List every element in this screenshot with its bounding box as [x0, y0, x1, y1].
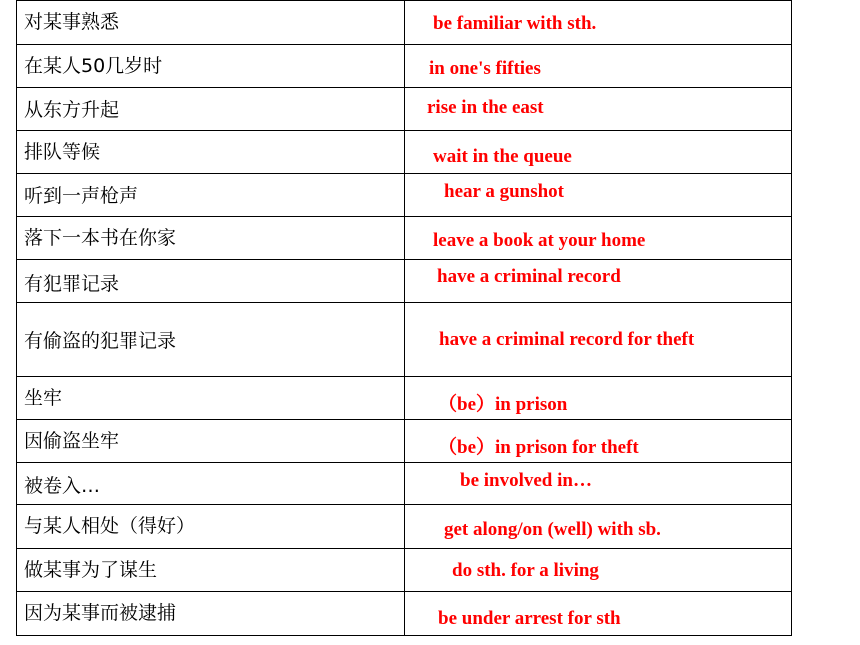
chinese-phrase-cell	[17, 260, 405, 303]
english-phrase-cell	[405, 88, 792, 131]
chinese-phrase-cell	[17, 303, 405, 377]
chinese-phrase: 有偷盗的犯罪记录	[24, 330, 177, 352]
table-row	[17, 463, 792, 505]
english-phrase: have a criminal record for theft	[439, 328, 695, 350]
english-phrase-cell	[405, 131, 792, 174]
english-phrase: be under arrest for sth	[438, 607, 621, 629]
english-phrase: hear a gunshot	[444, 181, 565, 202]
chinese-phrase: 被卷入…	[24, 475, 101, 497]
chinese-phrase-cell	[17, 592, 405, 636]
chinese-phrase: 从东方升起	[24, 98, 120, 121]
table-row	[17, 174, 792, 217]
table-row	[17, 549, 792, 592]
english-phrase-cell	[405, 45, 792, 88]
table-row	[17, 592, 792, 636]
table-row	[17, 217, 792, 260]
english-phrase: in one's fifties	[429, 58, 541, 79]
english-phrase-cell	[405, 463, 792, 505]
chinese-phrase: 因为某事而被逮捕	[24, 602, 177, 624]
chinese-phrase-cell	[17, 45, 405, 88]
table-row	[17, 45, 792, 88]
table-row	[17, 420, 792, 463]
english-phrase: get along/on (well) with sb.	[444, 518, 661, 540]
chinese-phrase-cell	[17, 131, 405, 174]
table-row	[17, 260, 792, 303]
chinese-phrase: 有犯罪记录	[24, 272, 120, 295]
english-phrase: be familiar with sth.	[433, 12, 597, 34]
chinese-phrase: 落下一本书在你家	[24, 226, 177, 249]
chinese-phrase: 因偷盗坐牢	[24, 429, 120, 452]
chinese-phrase-cell	[17, 420, 405, 463]
english-phrase: have a criminal record	[437, 266, 621, 287]
chinese-phrase-cell	[17, 217, 405, 260]
chinese-phrase: 坐牢	[24, 386, 63, 409]
english-phrase: be involved in…	[460, 469, 592, 491]
table-row	[17, 377, 792, 420]
english-phrase-cell	[405, 377, 792, 420]
english-phrase-cell	[405, 505, 792, 549]
english-phrase: （be）in prison	[438, 393, 568, 415]
chinese-phrase-cell	[17, 88, 405, 131]
chinese-phrase-cell	[17, 377, 405, 420]
chinese-phrase: 做某事为了谋生	[24, 558, 158, 581]
chinese-phrase-cell	[17, 505, 405, 549]
chinese-phrase-cell	[17, 1, 405, 45]
english-phrase: （be）in prison for theft	[438, 436, 639, 458]
chinese-phrase: 对某事熟悉	[24, 11, 120, 33]
english-phrase-cell	[405, 592, 792, 636]
english-phrase-cell	[405, 549, 792, 592]
chinese-phrase-cell	[17, 463, 405, 505]
english-phrase-cell	[405, 420, 792, 463]
chinese-phrase: 听到一声枪声	[24, 184, 139, 207]
table-row	[17, 303, 792, 377]
english-phrase-cell	[405, 1, 792, 45]
chinese-phrase-cell	[17, 549, 405, 592]
table-row	[17, 1, 792, 45]
chinese-phrase: 排队等候	[24, 140, 101, 163]
vocabulary-table	[16, 0, 792, 636]
chinese-phrase: 与某人相处（得好）	[24, 515, 196, 537]
table-row	[17, 88, 792, 131]
english-phrase: do sth. for a living	[452, 560, 599, 581]
chinese-phrase-cell	[17, 174, 405, 217]
table-row	[17, 131, 792, 174]
english-phrase: leave a book at your home	[433, 230, 646, 251]
english-phrase: rise in the east	[427, 97, 544, 118]
chinese-phrase: 在某人50几岁时	[24, 54, 163, 77]
english-phrase-cell	[405, 217, 792, 260]
table-row	[17, 505, 792, 549]
english-phrase-cell	[405, 260, 792, 303]
english-phrase-cell	[405, 174, 792, 217]
english-phrase: wait in the queue	[433, 146, 572, 167]
english-phrase-cell	[405, 303, 792, 377]
